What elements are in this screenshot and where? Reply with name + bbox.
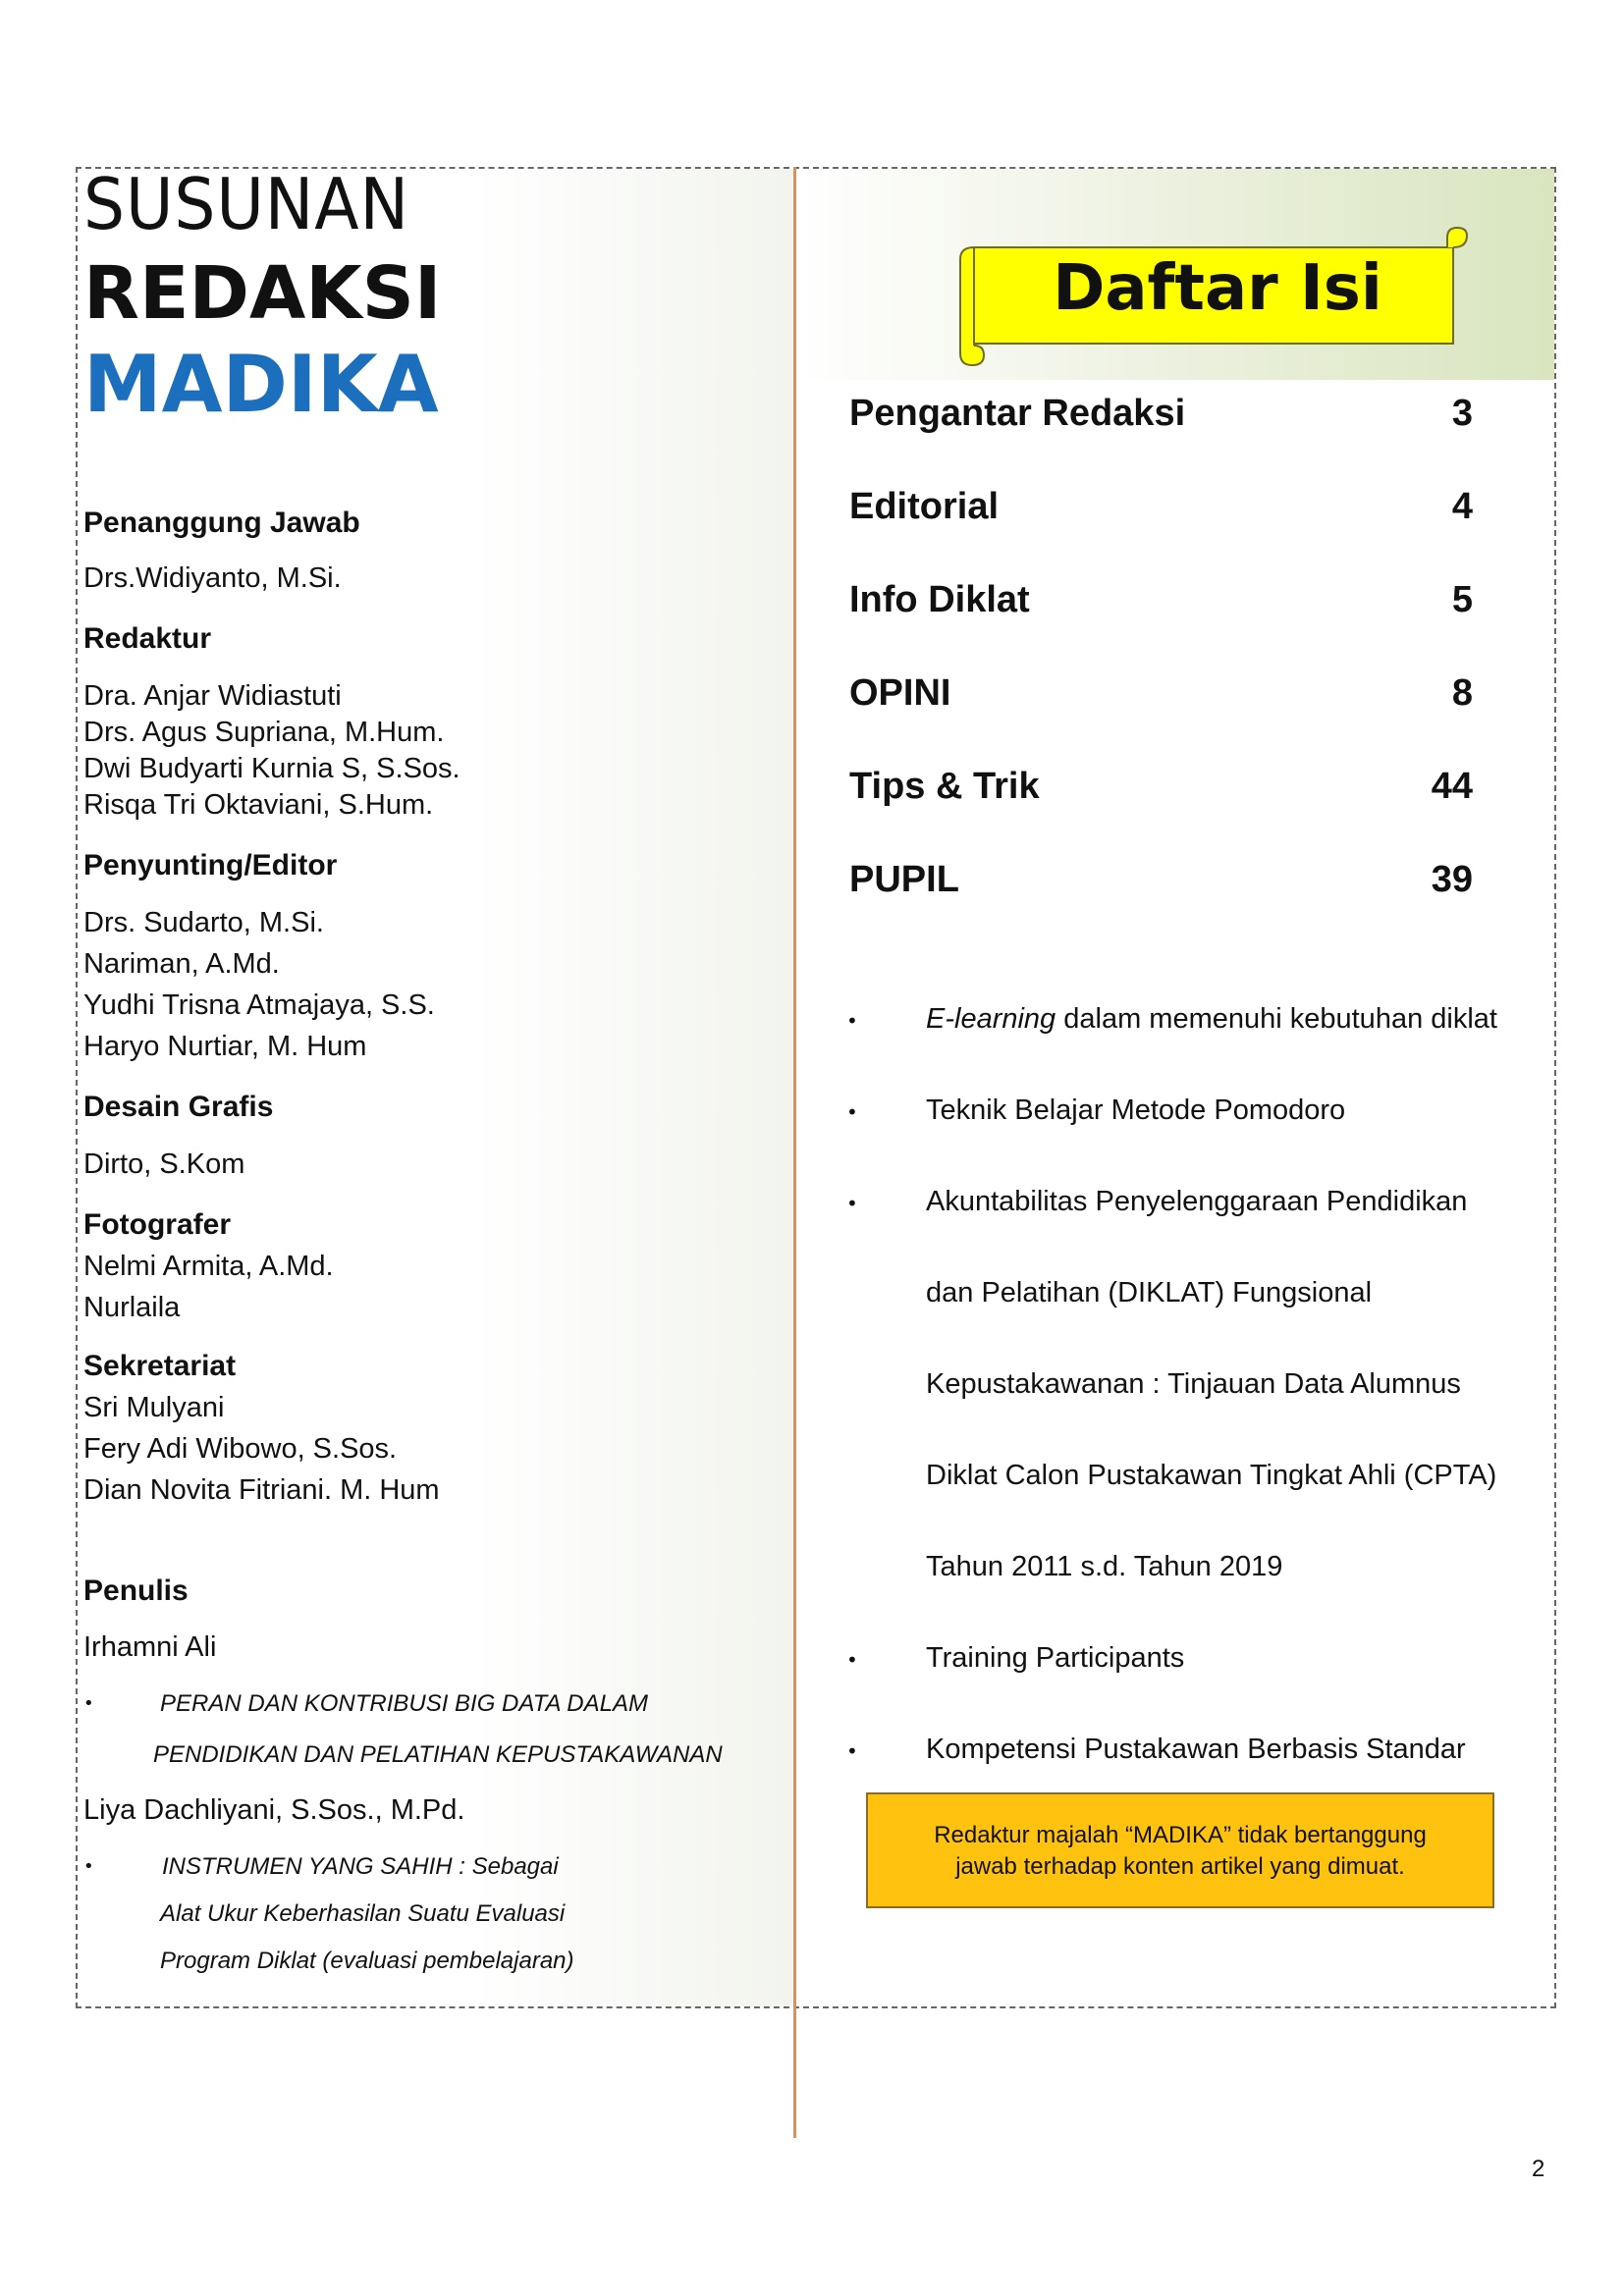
highlight-bullet: •	[846, 1739, 858, 1763]
toc-entry-page: 5	[1451, 579, 1473, 620]
highlight-text: dalam memenuhi kebutuhan diklat	[1056, 1003, 1497, 1035]
disclaimer-line: jawab terhadap konten artikel yang dimuat.	[955, 1853, 1405, 1881]
staff-name: Yudhi Trisna Atmajaya, S.S.	[83, 989, 435, 1021]
masthead-madika: MADIKA	[83, 339, 439, 430]
article-title: PENDIDIKAN DAN PELATIHAN KEPUSTAKAWANAN	[153, 1741, 723, 1768]
column-divider	[793, 167, 796, 2138]
article-bullet: •	[83, 1693, 94, 1714]
disclaimer-box	[866, 1792, 1494, 1908]
toc-entry-page: 4	[1451, 486, 1473, 527]
highlight-item: Teknik Belajar Metode Pomodoro	[926, 1095, 1346, 1126]
toc-entry-title: Editorial	[849, 486, 1000, 527]
staff-name: Risqa Tri Oktaviani, S.Hum.	[83, 789, 434, 821]
highlight-bullet: •	[846, 1100, 858, 1124]
toc-entry-title: PUPIL	[849, 859, 959, 900]
highlight-bullet: •	[846, 1648, 858, 1672]
article-title: PERAN DAN KONTRIBUSI BIG DATA DALAM	[160, 1690, 648, 1717]
masthead-susunan: SUSUNAN	[83, 163, 409, 245]
staff-name: Dian Novita Fitriani. M. Hum	[83, 1474, 440, 1506]
staff-name: Nelmi Armita, A.Md.	[83, 1251, 334, 1282]
highlight-bullet: •	[846, 1192, 858, 1215]
staff-name: Sri Mulyani	[83, 1392, 225, 1423]
staff-name: Nurlaila	[83, 1292, 181, 1323]
article-title: Program Diklat (evaluasi pembelajaran)	[160, 1948, 574, 1974]
article-title: Alat Ukur Keberhasilan Suatu Evaluasi	[160, 1900, 566, 1927]
highlight-item-cont: dan Pelatihan (DIKLAT) Fungsional	[926, 1277, 1373, 1308]
writer-name: Liya Dachliyani, S.Sos., M.Pd.	[83, 1794, 465, 1826]
article-bullet: •	[83, 1856, 94, 1877]
label-penulis: Penulis	[83, 1575, 189, 1607]
staff-name: Dirto, S.Kom	[83, 1148, 245, 1180]
page-frame	[76, 163, 1556, 2008]
highlight-item: Akuntabilitas Penyelenggaraan Pendidikan	[926, 1186, 1468, 1217]
toc-entry-title: Info Diklat	[849, 579, 1030, 620]
highlight-item-cont: Kepustakawanan : Tinjauan Data Alumnus	[926, 1368, 1461, 1400]
writer-name: Irhamni Ali	[83, 1631, 217, 1663]
highlight-bullet: •	[846, 1009, 858, 1033]
highlight-italic: E-learning	[926, 1003, 1056, 1035]
label-redaktur: Redaktur	[83, 622, 212, 655]
highlight-item: Training Participants	[926, 1642, 1185, 1674]
article-title: INSTRUMEN YANG SAHIH : Sebagai	[162, 1853, 559, 1880]
highlight-item-cont: Tahun 2011 s.d. Tahun 2019	[926, 1551, 1283, 1582]
toc-entry-page: 8	[1451, 672, 1473, 714]
staff-name: Drs. Agus Supriana, M.Hum.	[83, 717, 445, 748]
staff-name: Nariman, A.Md.	[83, 948, 280, 980]
page-number: 2	[1532, 2156, 1545, 2182]
label-desain-grafis: Desain Grafis	[83, 1091, 274, 1123]
staff-name: Drs.Widiyanto, M.Si.	[83, 562, 342, 594]
label-penyunting: Penyunting/Editor	[83, 849, 338, 881]
highlight-item: Kompetensi Pustakawan Berbasis Standar	[926, 1734, 1466, 1765]
label-fotografer: Fotografer	[83, 1208, 231, 1241]
masthead-redaksi: REDAKSI	[83, 251, 442, 336]
staff-name: Drs. Sudarto, M.Si.	[83, 907, 324, 938]
toc-entry-page: 44	[1431, 766, 1473, 807]
highlight-item	[926, 1005, 1497, 1034]
disclaimer-line: Redaktur majalah “MADIKA” tidak bertanggung	[934, 1822, 1427, 1848]
toc-entry-page: 39	[1431, 859, 1473, 900]
toc-entry-page: 3	[1451, 393, 1473, 434]
staff-name: Dwi Budyarti Kurnia S, S.Sos.	[83, 753, 460, 784]
toc-banner-title: Daftar Isi	[1053, 252, 1382, 325]
toc-entry-title: Pengantar Redaksi	[849, 393, 1186, 434]
staff-name: Haryo Nurtiar, M. Hum	[83, 1031, 367, 1062]
label-sekretariat: Sekretariat	[83, 1350, 237, 1382]
staff-name: Fery Adi Wibowo, S.Sos.	[83, 1433, 398, 1465]
highlight-item-cont: Diklat Calon Pustakawan Tingkat Ahli (CPTA)	[926, 1460, 1497, 1491]
toc-entry-title: OPINI	[849, 672, 951, 714]
label-penanggung-jawab: Penanggung Jawab	[83, 507, 360, 539]
staff-name: Dra. Anjar Widiastuti	[83, 680, 342, 712]
toc-entry-title: Tips & Trik	[849, 766, 1040, 807]
